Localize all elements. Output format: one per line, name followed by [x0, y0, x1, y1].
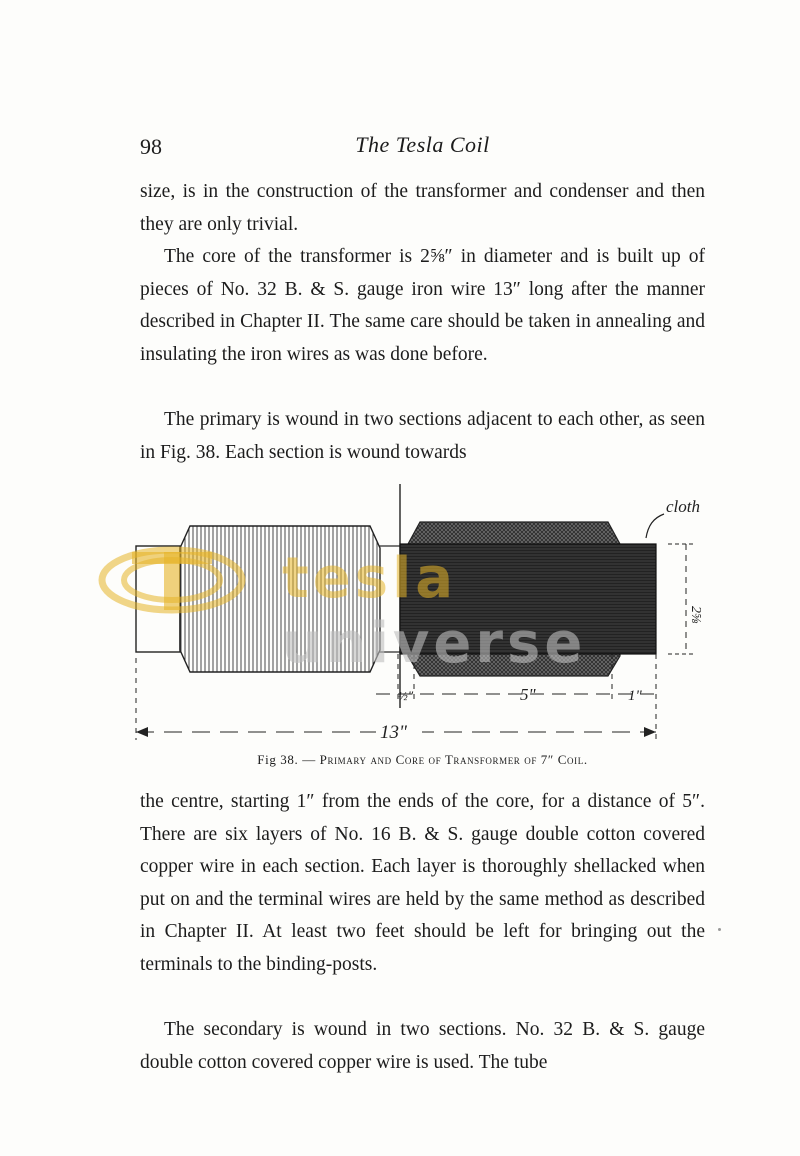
paragraph-continuation: size, is in the construction of the transformer and condenser and then they are only trivial.	[140, 181, 705, 235]
label-five-inch: 5"	[520, 685, 536, 704]
page-speck	[718, 928, 721, 931]
paragraph-secondary: The secondary is wound in two sections. No. 32 B. & S. gauge double cotton covered copper wire is used. The tube	[140, 1019, 705, 1073]
watermark-text-b: universe	[282, 611, 587, 676]
cloth-wrapped-layer	[400, 544, 656, 654]
cloth-arrow	[646, 514, 664, 538]
caption-text: Primary and Core of Transformer of 7″ Coil.	[319, 752, 588, 767]
label-cloth: cloth	[666, 497, 700, 516]
primary-section-left	[180, 526, 380, 672]
label-half-inch: ½"	[398, 688, 414, 703]
label-diameter: 2⅝	[688, 606, 703, 624]
arrowhead-right	[644, 727, 656, 737]
watermark-text-a: tesla	[282, 546, 458, 611]
caption-figure-number: Fig 38. —	[257, 752, 316, 767]
paragraph-core: The core of the transformer is 2⅝″ in diameter and is built up of pieces of No. 32 B. & S. gauge iron wire 13″ long after the manner described in Chapter II. The same care should be taken in annealing and insulating the iron wires as was done before.	[140, 246, 705, 365]
label-thirteen-inch: 13"	[380, 722, 407, 743]
paragraph-primary-continued: the centre, starting 1″ from the ends of the core, for a distance of 5″. There are six layers of No. 16 B. & S. gauge double cotton covered copper wire in each section. Each layer is thoroughly shellacked when put on and the terminal wires are held by the same method as described in Chapter II. At least two feet should be left for bringing out the terminals to the binding-posts.	[140, 791, 705, 975]
iron-core-middle	[378, 546, 402, 652]
iron-core-end	[136, 546, 180, 652]
arrowhead-left	[136, 727, 148, 737]
label-one-inch: 1"	[628, 688, 642, 704]
figure-38-diagram	[108, 478, 728, 753]
figure-caption	[140, 752, 705, 768]
paragraph-primary: The primary is wound in two sections adjacent to each other, as seen in Fig. 38. Each section is wound towards	[140, 409, 705, 463]
page-header	[140, 130, 705, 164]
running-title: The Tesla Coil	[355, 132, 490, 157]
page-number: 98	[140, 134, 162, 159]
